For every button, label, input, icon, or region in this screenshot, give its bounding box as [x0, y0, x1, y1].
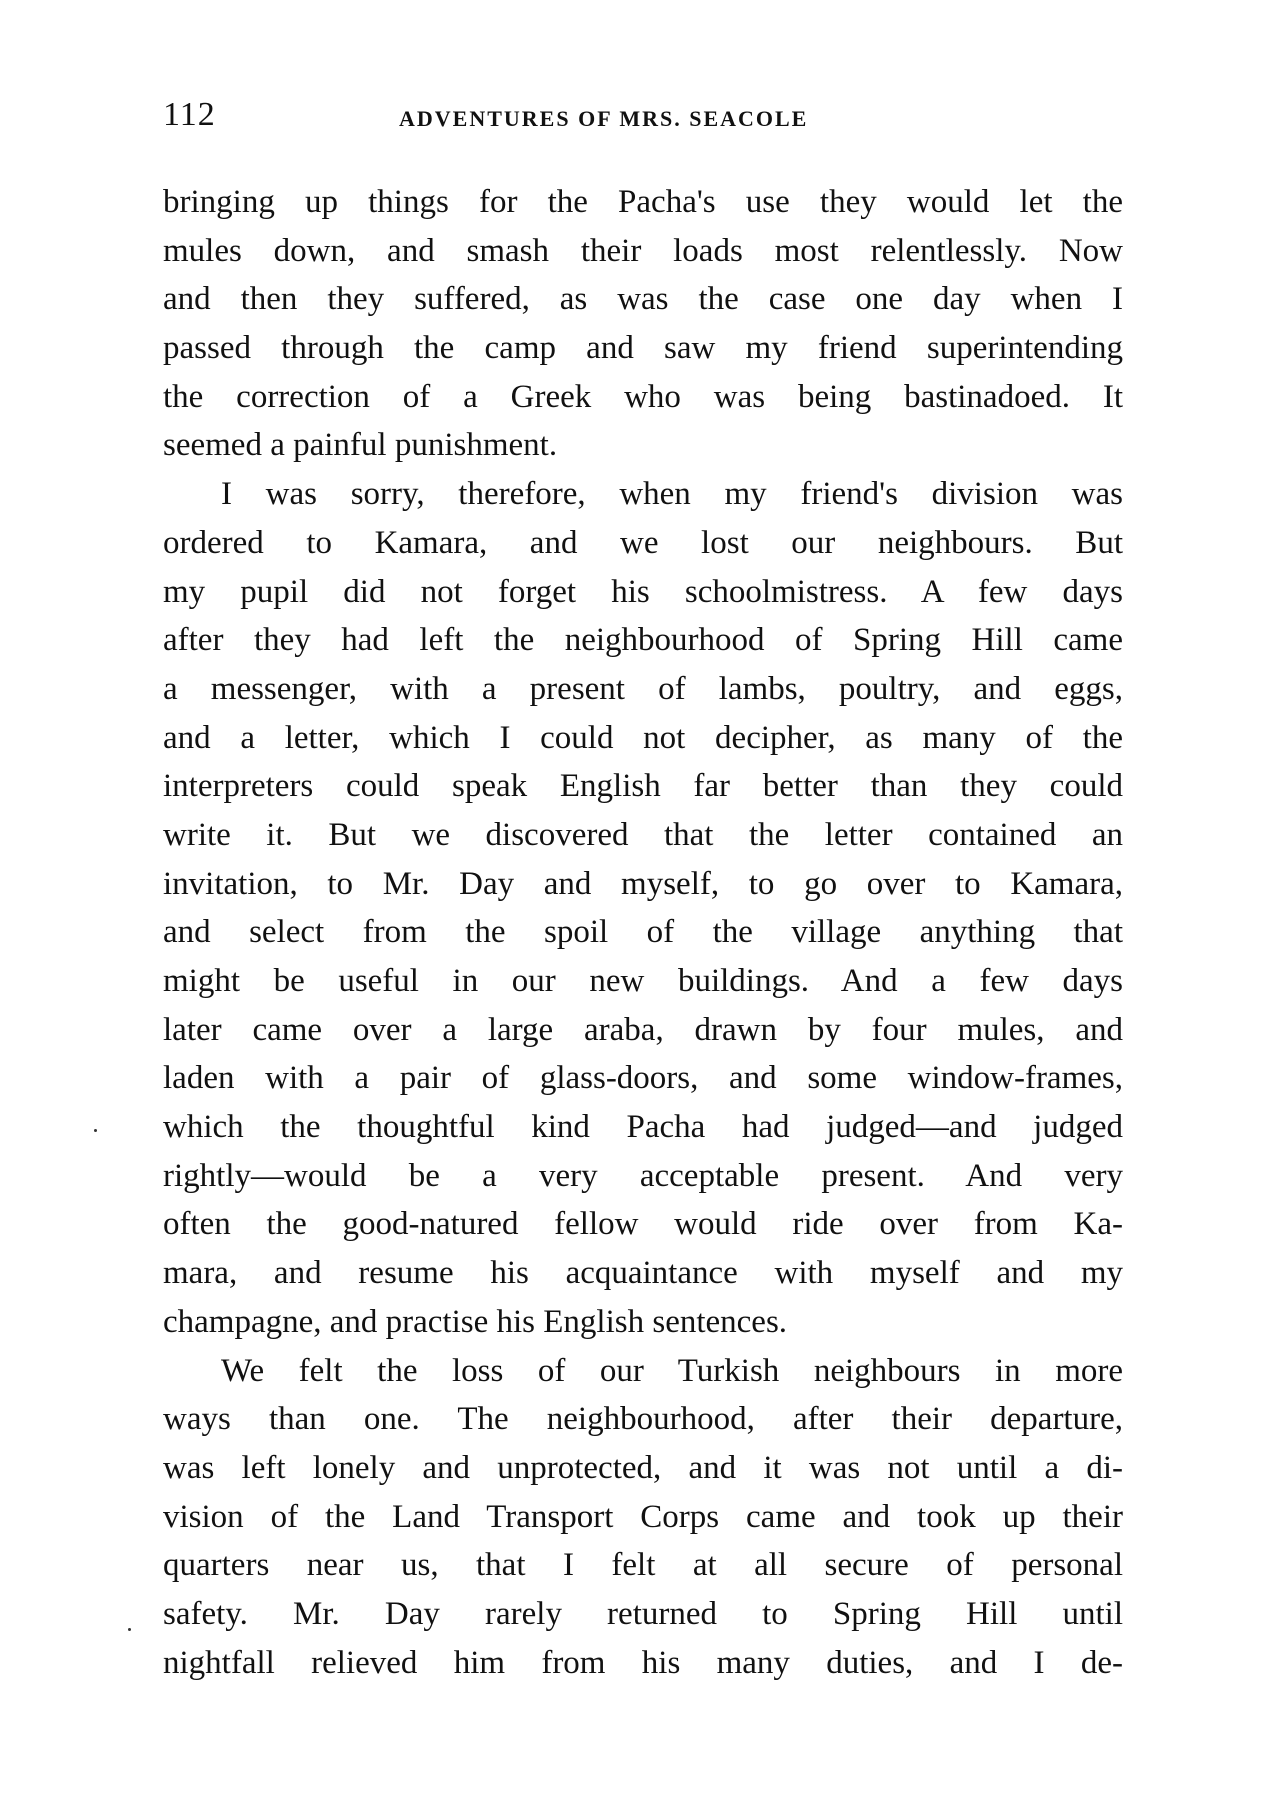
text-line: invitation, to Mr. Day and myself, to go over to Kamara,: [163, 865, 1123, 902]
text-line: mara, and resume his acquaintance with myself and my: [163, 1255, 1123, 1292]
text-line: ways than one. The neighbourhood, after their departure,: [163, 1401, 1123, 1438]
text-line: interpreters could speak English far better than they could: [163, 768, 1123, 805]
text-line: rightly—would be a very acceptable present. And very: [163, 1157, 1123, 1194]
text-line: ordered to Kamara, and we lost our neighbours. But: [163, 524, 1123, 561]
text-line: safety. Mr. Day rarely returned to Spring Hill until: [163, 1595, 1123, 1632]
text-line: passed through the camp and saw my friend superintending: [163, 330, 1123, 367]
text-line: often the good-natured fellow would ride over from Ka-: [163, 1206, 1123, 1243]
text-line: after they had left the neighbourhood of Spring Hill came: [163, 622, 1123, 659]
running-head: ADVENTURES OF MRS. SEACOLE: [399, 106, 809, 131]
text-line: was left lonely and unprotected, and it was not until a di-: [163, 1449, 1123, 1486]
text-line: nightfall relieved him from his many duties, and I de-: [163, 1644, 1123, 1681]
text-line: write it. But we discovered that the letter contained an: [163, 816, 1123, 853]
text-line: and select from the spoil of the village anything that: [163, 914, 1123, 951]
page-header: [163, 96, 1123, 140]
text-line: and then they suffered, as was the case one day when I: [163, 281, 1123, 318]
text-line: which the thoughtful kind Pacha had judged—and judged: [163, 1109, 1123, 1146]
text-line: quarters near us, that I felt at all secure of personal: [163, 1547, 1123, 1584]
page-number: 112: [163, 96, 216, 133]
text-line: the correction of a Greek who was being bastinadoed. It: [163, 378, 1123, 415]
text-line: a messenger, with a present of lambs, poultry, and eggs,: [163, 670, 1123, 707]
text-line: vision of the Land Transport Corps came and took up their: [163, 1498, 1123, 1535]
text-line: and a letter, which I could not decipher, as many of the: [163, 719, 1123, 756]
print-speck: [94, 1129, 97, 1132]
text-line: seemed a painful punishment.: [163, 427, 558, 464]
text-line: my pupil did not forget his schoolmistress. A few days: [163, 573, 1123, 610]
text-line: laden with a pair of glass-doors, and some window-frames,: [163, 1060, 1123, 1097]
text-line: champagne, and practise his English sentences.: [163, 1303, 788, 1340]
text-line: I was sorry, therefore, when my friend's division was: [221, 476, 1123, 513]
body-text: [163, 178, 1123, 1687]
print-speck: [128, 1628, 131, 1631]
text-line: mules down, and smash their loads most relentlessly. Now: [163, 232, 1123, 269]
text-line: We felt the loss of our Turkish neighbours in more: [221, 1352, 1123, 1389]
text-line: might be useful in our new buildings. And a few days: [163, 963, 1123, 999]
text-line: bringing up things for the Pacha's use they would let the: [163, 184, 1123, 220]
text-line: later came over a large araba, drawn by four mules, and: [163, 1011, 1123, 1048]
